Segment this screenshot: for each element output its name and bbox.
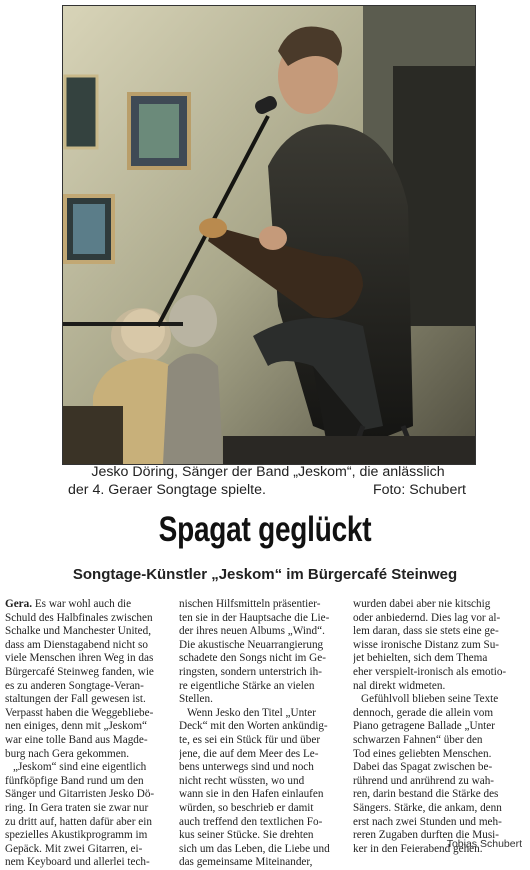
- article-line: ker in den Feierabend gehen.: [353, 842, 483, 855]
- article-line: das gemeinsame Miteinander,: [179, 856, 313, 869]
- article-line: erst nach zwei Stunden und meh-: [353, 815, 502, 828]
- article-line: Sänger und Gitarristen Jesko Dö-: [5, 788, 155, 801]
- headline: Spagat geglückt: [158, 510, 372, 549]
- article-line: Schalke und Manchester United,: [5, 625, 152, 638]
- article-line: Sängers. Stärke, die ankam, denn: [353, 801, 502, 814]
- article-line: ring. In Gera traten sie zwar nur: [5, 801, 149, 814]
- article-line: Piano getragene Ballade „Unter: [353, 720, 495, 733]
- article-line: Schuld des Halbfinales zwischen: [5, 611, 153, 624]
- article-line: kus seiner Stücke. Sie drehten: [179, 829, 314, 842]
- article-line: jet behielten, sich dem Thema: [353, 652, 488, 665]
- article-line: bens unterwegs sind und noch: [179, 761, 314, 774]
- article-line: sich um das Leben, die Liebe und: [179, 842, 330, 855]
- photo-credit: Foto: Schubert: [372, 482, 466, 498]
- article-line: oder anbiedernd. Dies lag vor al-: [353, 611, 501, 624]
- article-line: Verpasst haben die Weggebliebe-: [5, 706, 154, 719]
- article-line: schadete den Songs nicht im Ge-: [179, 652, 326, 665]
- article-line: viele Menschen ihren Weg in das: [5, 652, 154, 665]
- article-line: zu dritt auf, hatten dafür aber ein: [5, 815, 152, 828]
- article-photo: [62, 5, 476, 465]
- article-line: Bürgercafé Steinweg fanden, wie: [5, 665, 154, 678]
- article-line: ren, darin bestand die Stärke des: [353, 788, 499, 801]
- article-line: nem Keyboard und allerlei tech-: [5, 856, 150, 869]
- article-line: wann sie in den Hafen einlaufen: [179, 788, 324, 801]
- article-line: fünfköpfige Band rund um den: [5, 774, 144, 787]
- dateline-place: Gera.: [5, 598, 33, 610]
- article-line: nal direkt widmeten.: [353, 679, 446, 692]
- article-line: nicht recht wüssten, wo und: [179, 774, 305, 787]
- article-line: burg nach Gera gekommen.: [5, 747, 130, 760]
- article-line: reren Zugaben durften die Musi-: [353, 829, 500, 842]
- article-line: Dabei das Spagat zwischen be-: [353, 761, 493, 774]
- article-line: Gefühlvoll blieben seine Texte: [361, 693, 499, 706]
- article-line: Gepäck. Mit zwei Gitarren, ei-: [5, 842, 143, 855]
- article-line: re eigentliche Stärke an vielen: [179, 679, 315, 692]
- article-line: Deck“ mit den Worten ankündig-: [179, 720, 328, 733]
- article-line: Tod eines geliebten Menschen.: [353, 747, 492, 760]
- article-line: Stellen.: [179, 693, 213, 706]
- article-line: dennoch, gerade die allein vom: [353, 706, 494, 719]
- article-line: war eine tolle Band aus Magde-: [5, 733, 148, 746]
- article-line: ten sie in der Hauptsache die Lie-: [179, 611, 330, 624]
- article-line: Die akustische Neuarrangierung: [179, 638, 324, 651]
- article-line: ringsten, sondern unterstrich ih-: [179, 665, 322, 678]
- author-byline: Tobias Schubert: [446, 838, 522, 850]
- article-line: auch treffend den textlichen Fo-: [179, 815, 323, 828]
- article-line: nischen Hilfsmitteln präsentier-: [179, 598, 321, 610]
- article-line: rührend und anrührend zu wah-: [353, 774, 495, 787]
- article-column-2: [179, 598, 346, 870]
- article-line: te, es sei ein Stück für und über: [179, 733, 321, 746]
- article-line: eher verspielt-ironisch als emotio-: [353, 665, 507, 678]
- article-column-1: [5, 598, 172, 870]
- article-line: der ihres neuen Albums „Wind“.: [179, 625, 325, 638]
- article-line: lem daran, dass sie stets eine ge-: [353, 625, 499, 638]
- article-line: nen einiges, denn mit „Jeskom“: [5, 720, 147, 733]
- caption-text: der 4. Geraer Songtage spielte.: [68, 482, 266, 498]
- article-line: Wenn Jesko den Titel „Unter: [187, 706, 316, 719]
- photo-singer-guitar-icon: [63, 6, 475, 464]
- article-line: wisse ironische Distanz zum Su-: [353, 638, 500, 651]
- photo-caption: [62, 463, 474, 499]
- article-line: jene, die auf dem Meer des Le-: [179, 747, 319, 760]
- article-line: es zu anderen Songtage-Veran-: [5, 679, 144, 692]
- article-line: staltungen der Fall gewesen ist.: [5, 693, 146, 706]
- article-line: dass am Dienstagabend nicht so: [5, 638, 148, 651]
- article-line: spezielles Akustikprogramm im: [5, 829, 148, 842]
- subheadline: Songtage-Künstler „Jeskom“ im Bürgercafé Steinweg: [72, 566, 458, 583]
- caption-line-2: [62, 481, 474, 499]
- article-column-3: [353, 598, 520, 856]
- article-line: schwarzen Fahnen“ über den: [353, 733, 483, 746]
- article-line: „Jeskom“ sind eine eigentlich: [13, 761, 147, 774]
- article-line: Gera. Es war wohl auch die: [5, 598, 132, 610]
- article-line: wurden dabei aber nie kitschig: [353, 598, 491, 610]
- article-line: würden, so beschrieb er damit: [179, 801, 314, 814]
- caption-line-1: Jesko Döring, Sänger der Band „Jeskom“, die anlässlich: [91, 464, 445, 480]
